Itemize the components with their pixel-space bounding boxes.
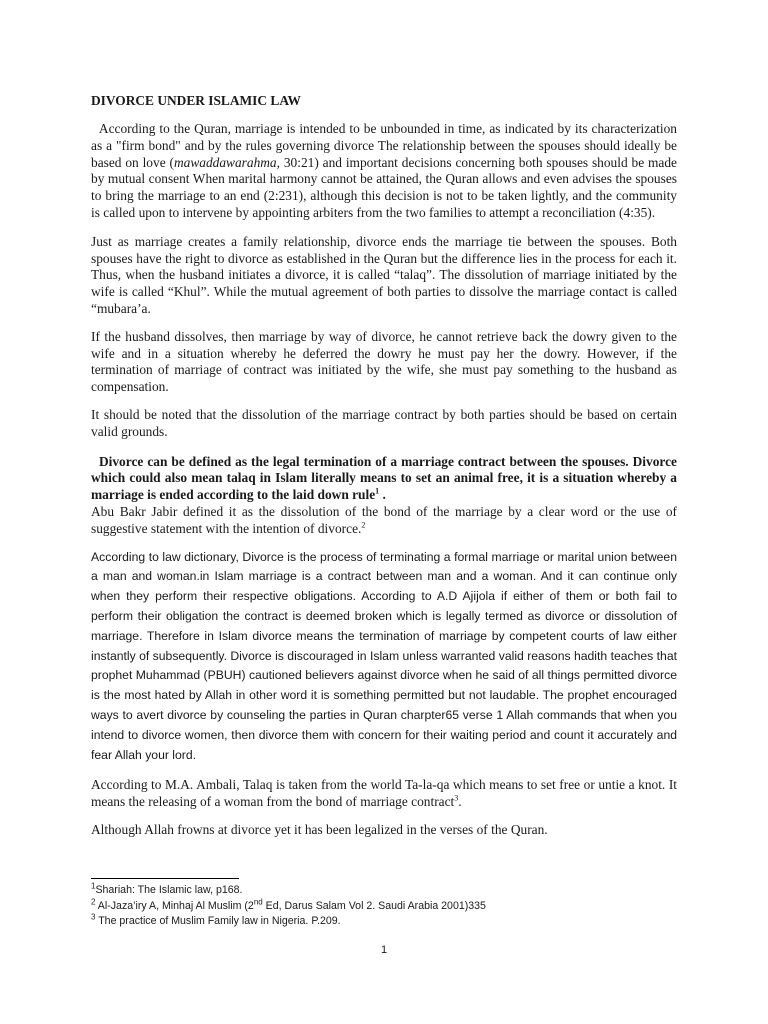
document-body	[91, 93, 677, 839]
footnote-2: $^2$ Al-Jaza’iry A, Minhaj Al Muslim (2nd Ed, Darus Salam Vol 2. Saudi Arabia 2001)335	[91, 896, 486, 912]
paragraph-legalized: Although Allah frowns at divorce yet it has been legalized in the verses of the Quran.	[91, 821, 548, 837]
footnote-ref-1[interactable]: 1	[375, 486, 380, 496]
paragraph-abu-bakr: Abu Bakr Jabir defined it as the dissolution of the bond of the marriage by a clear word or the use of suggestive statement with the intention of divorce.$^2$	[91, 503, 677, 536]
footnote-ref-3[interactable]: 3	[454, 793, 459, 803]
page-number: 1	[380, 944, 388, 956]
paragraph-valid-grounds: It should be noted that the dissolution of the marriage contract by both parties should be based on certain valid grounds.	[91, 406, 677, 439]
footnote-3: $^3$ The practice of Muslim Family law in Nigeria. P.209.	[91, 912, 341, 927]
paragraph-law-dictionary: According to law dictionary, Divorce is the process of terminating a formal marriage or marital union between a man and woman.in Islam marriage is a contract between man and a woman. And it can continue only when they perform their respective obligations. According to A.D Ajijola if either of them or both fail to perform their obligation the contract is deemed broken which is legally termed as divorce or dissolution of marriage. Therefore in Islam divorce means the termination of marriage by competent courts of law either instantly of subsequently. Divorce is discouraged in Islam unless warranted valid reasons hadith teaches that prophet Muhammad (PBUH) cautioned believers against divorce when he said of all things permitted divorce is the most hated by Allah in other word it is something permitted but not laudable. The prophet encouraged ways to avert divorce by counseling the parties in Quran charpter65 verse 1 Allah commands that when you intend to divorce women, then divorce them with concern for their waiting period and count it accurately and fear Allah your lord.	[91, 549, 677, 762]
italic-term: mawaddawarahma	[173, 154, 277, 170]
paragraph-definition-bold: Divorce can be defined as the legal termination of a marriage contract between the spouses. Divorce which could also mean talaq in Islam literally means to set an animal free, it is a situation whereby a marriage is ended according to the laid down rule$^1$ .	[91, 453, 677, 503]
footnotes	[91, 878, 677, 930]
document-title: DIVORCE UNDER ISLAMIC LAW	[91, 93, 301, 108]
paragraph-family-relationship: Just as marriage creates a family relationship, divorce ends the marriage tie between the spouses. Both spouses have the right to divorce as established in the Quran but the difference lies in the process for each it. Thus, when the husband initiates a divorce, it is called “talaq”. The dissolution of marriage initiated by the wife is called “Khul”. While the mutual agreement of both parties to dissolve the marriage contact is called “mubara’a.	[91, 233, 677, 316]
footnote-ref-2[interactable]: 2	[361, 520, 366, 530]
footnote-1: $^1$Shariah: The Islamic law, p168.	[91, 881, 243, 896]
paragraph-quran-marriage: According to the Quran, marriage is intended to be unbounded in time, as indicated by its characterization as a "firm bond" and by the rules governing divorce The relationship between the spouses should ideally be based on love (mawaddawarahma, 30:21) and important decisions concerning both spouses should be made by mutual consent When marital harmony cannot be attained, the Quran allows and even advises the spouses to bring the marriage to an end (2:231), although this decision is not to be taken lightly, and the community is called upon to intervene by appointing arbiters from the two families to attempt a reconciliation (4:35).	[91, 121, 678, 220]
footnote-divider	[91, 878, 239, 879]
paragraph-husband-dissolves: If the husband dissolves, then marriage by way of divorce, he cannot retrieve back the dowry given to the wife and in a situation whereby he deferred the dowry he must pay her the dowry. However, if the termination of marriage of contract was initiated by the wife, she must pay something to the husband as compensation.	[91, 328, 677, 395]
paragraph-ambali: According to M.A. Ambali, Talaq is taken from the world Ta-la-qa which means to set free or untie a knot. It means the releasing of a woman from the bond of marriage contract$^3$.	[91, 777, 677, 810]
